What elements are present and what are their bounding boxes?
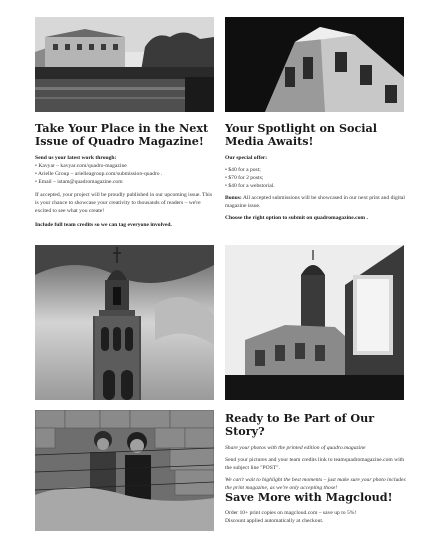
section-submit-title: Take Your Place in the Next Issue of Quadro Magazine! [35,121,209,148]
offer-item: • $40 for a webstorial. [225,183,275,190]
choose-option-note: Choose the right option to submit on quadromagazine.com . [225,215,368,222]
magcloud-discount-line: Discount applied automatically at checkout. [225,517,324,524]
story-line-send: Send your pictures and your team credits link to teamquadromagazine.com with the subject line "POST". [225,456,405,471]
bonus-note [225,194,407,210]
kavyar-link[interactable]: • Kavyar – kavyar.com/quadro-magazine [35,162,127,169]
riverside-town-photo [35,17,214,112]
credits-note: Include full team credits so we can tag everyone involved. [35,221,172,228]
section-social [225,122,407,223]
offer-item: • $40 for a post; [225,166,261,173]
email-link[interactable]: • Email – istam@quadromagazine.com [35,179,123,186]
church-tower-photo [35,245,214,400]
bonus-text: All accepted submissions will be showcased in our next print and digital magazine issue. [225,195,405,210]
story-line-share: Share your photos with the printed edition of quadro.magazine [225,444,366,451]
section-submit-body: If accepted, your project will be proudly published in our upcoming issue. This is your chance to showcase your creativity to thousands of readers – we're excited to see what you create! [35,192,212,215]
bonus-label: Bonus: [225,195,242,202]
old-town-street-photo [225,245,404,400]
section-magcloud-title: Save More with Magcloud! [225,490,393,504]
section-social-title: Your Spotlight on Social Media Awaits! [225,121,378,148]
arielle-link[interactable]: • Arielle Group – arielleagroup.com/submission-quadro . [35,170,163,177]
offer-item: • $70 for 2 posts; [225,174,264,181]
section-magcloud [225,491,407,525]
section-story [225,412,407,492]
section-submit [35,122,217,229]
children-fence-photo [35,410,214,531]
building-corner-photo [225,17,404,112]
offer-label: Our special offer: [225,154,268,161]
magcloud-order-line: Order 10+ print copies on magcloud.com – save up to 5%! [225,509,357,516]
story-line-highlight: We can't wait to highlight the best moments – just make sure your photo includes the print magazine, as we're only accepting those! [225,477,406,492]
section-story-title: Ready to Be Part of Our Story? [225,411,375,438]
send-via-label: Send us your latest work through: [35,154,117,161]
